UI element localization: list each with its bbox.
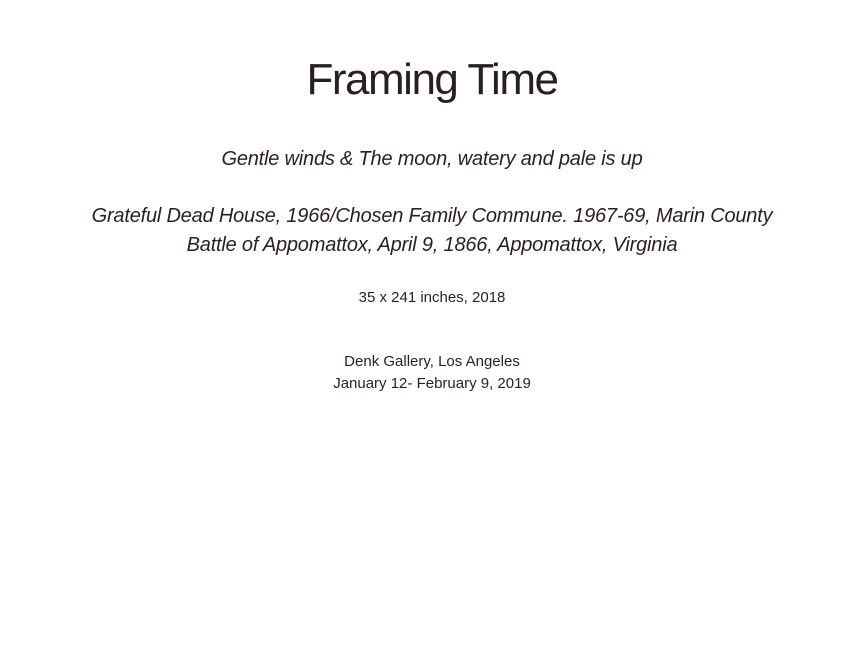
artwork-description-line-2: Battle of Appomattox, April 9, 1866, Appomattox, Virginia <box>186 234 678 256</box>
exhibition-venue: Denk Gallery, Los Angeles <box>344 353 520 370</box>
exhibition-dates: January 12- February 9, 2019 <box>333 375 531 392</box>
artwork-dimensions-year: 35 x 241 inches, 2018 <box>358 289 506 306</box>
artwork-description-line-1: Grateful Dead House, 1966/Chosen Family Commune. 1967-69, Marin County <box>91 205 773 227</box>
page-title: Framing Time <box>306 55 558 104</box>
artwork-subtitle: Gentle winds & The moon, watery and pale is up <box>221 148 643 170</box>
